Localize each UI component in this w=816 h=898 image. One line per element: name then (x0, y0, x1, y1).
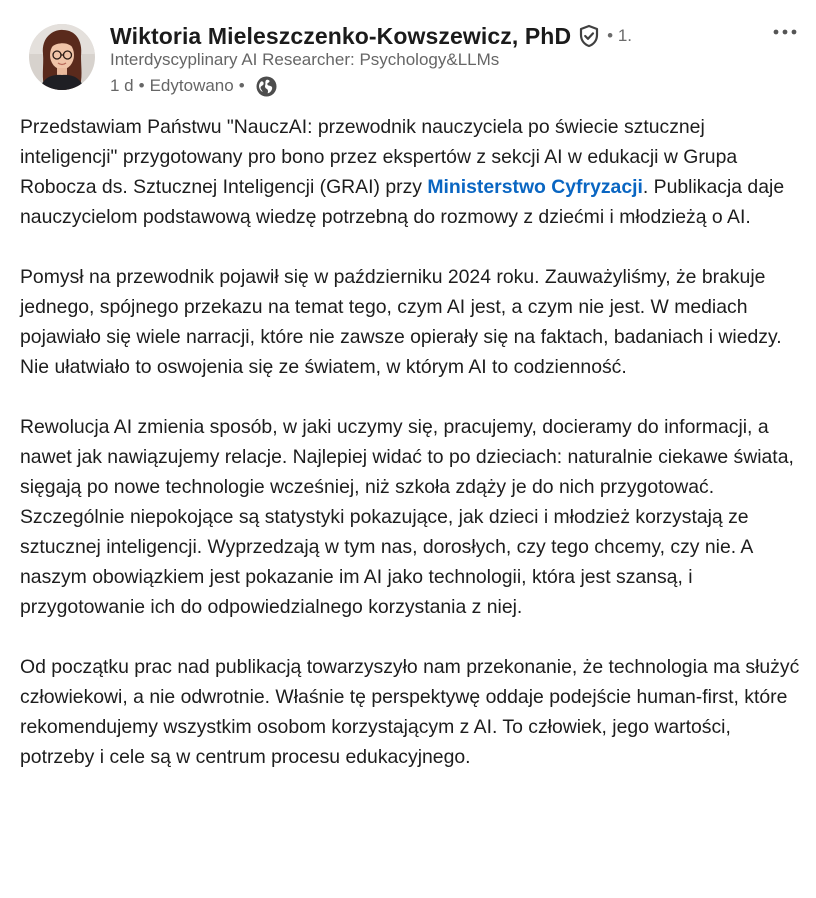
more-options-icon (772, 28, 798, 36)
post-header (0, 0, 816, 100)
author-name[interactable]: Wiktoria Mieleszczenko-Kowszewicz, PhD (110, 22, 572, 49)
post-time: 1 d (110, 76, 134, 95)
connection-degree: • 1. (607, 26, 633, 45)
mention-link[interactable]: Ministerstwo Cyfryzacji (427, 176, 643, 198)
post-body (20, 112, 805, 772)
post-paragraph-2: Pomysł na przewodnik pojawił się w październiku 2024 roku. Zauważyliśmy, że brakuje jednego, spójnego przekazu na temat tego, czym AI jest, a czym nie jest. W mediach pojawiało się wiele narracji, które nie zawsze opierały się na faktach, badaniach i wiedzy. Nie ułatwiało to oswojenia się ze światem, w którym AI to codzienność. (20, 266, 782, 378)
avatar-photo (29, 24, 95, 90)
globe-icon (256, 76, 277, 97)
avatar[interactable] (29, 24, 95, 90)
meta-separator: • (138, 76, 145, 95)
post-paragraph-4: Od początku prac nad publikacją towarzyszyło nam przekonanie, że technologia ma służyć człowiekowi, a nie odwrotnie. Właśnie tę perspektywę oddaje podejście human-first, które rekomendujemy wszystkim osobom korzystającym z AI. To człowiek, jego wartości, potrzeby i cele są w centrum procesu edukacyjnego. (20, 656, 800, 768)
edited-label: Edytowano (149, 76, 234, 95)
post-paragraph-3: Rewolucja AI zmienia sposób, w jaki uczymy się, pracujemy, docieramy do informacji, a nawet jak nawiązujemy relacje. Najlepiej widać to po dzieciach: naturalnie ciekawe świata, sięgają po nowe technologie wcześniej, niż szkoła zdąży je do nich przygotować. Szczególnie niepokojące są statystyki pokazujące, jak dzieci i młodzież korzystają ze sztucznej inteligencji. Wyprzedzają w tym nas, dorosłych, czy tego chcemy, czy nie. A naszym obowiązkiem jest pokazanie im AI jako technologii, która jest szansą, i przygotowanie ich do odpowiedzialnego korzystania z niej. (20, 416, 794, 618)
post-text-intro: Przedstawiam Państwu "NauczAI: przewodnik nauczyciela po świecie sztucznej inteligencji" przygotowany pro bono przez ekspertów z sekcji AI w edukacji w Grupa Robocza ds. Sztucznej Inteligencji (GRAI) przy (20, 116, 738, 198)
meta-separator-2: • (238, 76, 245, 95)
post-paragraph-1 (20, 112, 805, 232)
post-text-intro-end: . Publikacja daje nauczycielom podstawową wiedzę potrzebną do rozmowy z dziećmi i młodzieżą o AI. (20, 176, 785, 228)
author-name-row (110, 20, 632, 52)
more-options-button[interactable] (768, 18, 802, 46)
author-headline: Interdyscyplinary AI Researcher: Psychology&LLMs (110, 50, 500, 69)
verified-shield-icon (577, 24, 601, 48)
post-meta (110, 74, 277, 98)
